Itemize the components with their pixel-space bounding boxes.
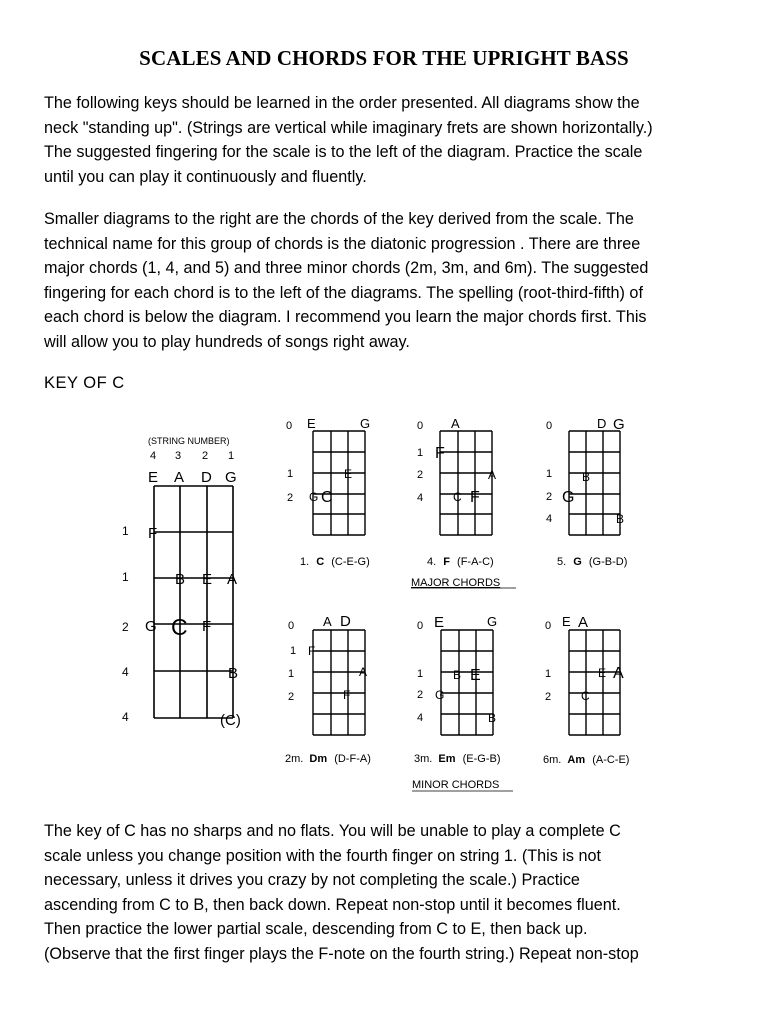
note-marker: A [227, 571, 238, 588]
finger-number: 0 [288, 620, 295, 632]
scale-diagram [122, 436, 241, 729]
finger-number: 1 [417, 447, 424, 459]
text-line: (Observe that the first finger plays the F-note on the fourth string.) Repeat non-stop [44, 944, 639, 963]
finger-number: 4 [546, 513, 553, 525]
chord-grid [313, 431, 365, 535]
text-line: Smaller diagrams to the right are the chords of the key derived from the scale. The [44, 210, 634, 228]
text-line: The suggested fingering for the scale is to the left of the diagram. Practice the scale [44, 143, 643, 162]
finger-number: 0 [545, 620, 552, 632]
top-note: E [562, 614, 571, 629]
text-line: will allow you to play hundreds of songs right away. [44, 332, 410, 351]
text-line: ascending from C to B, then back down. Repeat non-stop until it becomes fluent. [44, 895, 621, 914]
text-line: major chords (1, 4, and 5) and three minor chords (2m, 3m, and 6m). The suggested [44, 259, 649, 278]
note-marker: F [202, 618, 212, 635]
finger-number: 2 [545, 691, 552, 703]
string-number: 4 [150, 450, 157, 462]
finger-number: 2 [417, 689, 424, 701]
major-chords-label: MAJOR CHORDS [411, 577, 501, 589]
note-marker: B [616, 512, 625, 526]
chord-spelling: (E-G-B) [462, 753, 501, 765]
root-note-marker: C [321, 489, 333, 506]
chord-grid [441, 630, 493, 735]
chord-diagram-g [546, 416, 627, 568]
chord-name: F [443, 556, 450, 568]
finger-number: 2 [546, 491, 553, 503]
finger-number: 4 [417, 492, 424, 504]
note-marker: C [581, 689, 590, 703]
finger-number: 2 [287, 492, 294, 504]
finger-number: 0 [286, 420, 293, 432]
note-marker: G [309, 490, 319, 504]
top-note: D [340, 613, 351, 630]
note-marker: F [148, 525, 158, 542]
chord-caption [557, 556, 627, 568]
chord-caption [427, 556, 494, 568]
chords-paragraph [44, 207, 734, 355]
chord-diagram-c [286, 416, 370, 568]
note-marker: G [435, 688, 445, 702]
root-note-marker: F [470, 489, 480, 506]
root-note-marker: E [470, 667, 481, 684]
chord-spelling: (C-E-G) [331, 556, 370, 568]
open-string-note: A [174, 469, 185, 486]
note-marker: F [308, 644, 316, 658]
note-marker: B [582, 470, 591, 484]
top-note: E [307, 416, 316, 431]
top-note: A [578, 614, 589, 631]
finger-number: 1 [546, 468, 553, 480]
open-string-note: E [148, 469, 159, 486]
root-note-marker: C [171, 614, 188, 640]
chord-name: G [573, 556, 582, 568]
page-title: SCALES AND CHORDS FOR THE UPRIGHT BASS [139, 46, 629, 70]
key-of-c-paragraph [44, 819, 734, 967]
finger-number: 4 [417, 712, 424, 724]
chord-number: 6m. [543, 754, 562, 766]
chord-caption [543, 754, 629, 766]
text-line: each chord is below the diagram. I recommend you learn the major chords first. This [44, 308, 647, 327]
chord-grid [569, 630, 620, 735]
text-line: fingering for each chord is to the left of the diagrams. The spelling (root-third-fifth) of [44, 283, 643, 302]
finger-number: 1 [287, 468, 294, 480]
chord-caption [285, 753, 371, 765]
finger-number: 2 [417, 469, 424, 481]
key-heading: KEY OF C [44, 374, 125, 392]
chord-diagram-dm [285, 613, 371, 765]
chord-name: C [316, 556, 325, 568]
chord-spelling: (A-C-E) [592, 754, 630, 766]
note-marker: E [202, 571, 213, 588]
note-marker: C [453, 490, 462, 504]
key-of-c-figure [0, 400, 768, 810]
chord-number: 5. [557, 556, 567, 568]
text-line: Then practice the lower partial scale, descending from C to E, then back up. [44, 920, 588, 939]
top-note: G [360, 416, 371, 431]
string-number: 2 [202, 450, 209, 462]
note-marker: B [453, 668, 462, 682]
note-marker: A [359, 665, 368, 679]
note-marker: B [228, 665, 239, 682]
top-note: G [487, 614, 498, 629]
scale-fretboard-grid [154, 486, 233, 718]
chord-number: 2m. [285, 753, 304, 765]
chord-diagram-em [414, 614, 500, 765]
text-line: necessary, unless it drives you crazy by not completing the scale.) Practice [44, 871, 580, 890]
chord-number: 1. [300, 556, 310, 568]
note-marker: F [435, 445, 445, 462]
finger-number: 1 [290, 645, 297, 657]
top-note: E [434, 614, 445, 631]
open-string-note: G [225, 469, 237, 486]
note-marker: E [344, 467, 353, 481]
chord-name: Dm [309, 753, 328, 765]
chord-diagram-am [543, 614, 629, 766]
chord-spelling: (F-A-C) [457, 556, 494, 568]
chord-caption [414, 753, 500, 765]
note-marker: B [488, 711, 497, 725]
finger-number: 1 [122, 524, 129, 538]
text-line: technical name for this group of chords is the diatonic progression . There are three [44, 234, 641, 253]
note-marker: B [175, 571, 186, 588]
root-note-marker: G [562, 489, 575, 506]
string-number-label: (STRING NUMBER) [148, 436, 230, 446]
root-note-marker: A [613, 665, 624, 682]
intro-paragraph [44, 91, 734, 189]
text-line: neck "standing up". (Strings are vertical while imaginary frets are shown horizontally.) [44, 118, 653, 137]
top-note: G [613, 416, 625, 433]
finger-number: 1 [417, 668, 424, 680]
text-line: The following keys should be learned in the order presented. All diagrams show the [44, 94, 640, 112]
finger-number: 0 [417, 420, 424, 432]
note-marker: E [598, 666, 607, 680]
chord-spelling: (D-F-A) [334, 753, 371, 765]
upper-c-label: (C) [220, 712, 241, 729]
note-marker: A [488, 468, 497, 482]
chord-grid [569, 431, 620, 535]
top-note: D [597, 416, 607, 431]
chord-spelling: (G-B-D) [588, 556, 628, 568]
finger-number: 0 [417, 620, 424, 632]
string-number: 1 [228, 450, 235, 462]
finger-number: 2 [288, 691, 295, 703]
chord-caption [300, 556, 370, 568]
chord-diagram-f [417, 416, 496, 568]
chord-grid [440, 431, 492, 535]
finger-number: 2 [122, 620, 129, 634]
top-note: A [323, 614, 332, 629]
text-line: scale unless you change position with the fourth finger on string 1. (This is not [44, 846, 601, 865]
minor-chords-label: MINOR CHORDS [412, 779, 500, 791]
text-line: until you can play it continuously and fluently. [44, 167, 367, 186]
string-number: 3 [175, 450, 182, 462]
finger-number: 1 [545, 668, 552, 680]
note-marker: G [145, 618, 157, 635]
finger-number: 1 [288, 668, 295, 680]
chord-number: 4. [427, 556, 437, 568]
chord-name: Em [438, 753, 456, 765]
note-marker: F [343, 688, 351, 702]
chord-number: 3m. [414, 753, 433, 765]
finger-number: 0 [546, 420, 553, 432]
chord-grid [313, 630, 368, 735]
finger-number: 4 [122, 710, 129, 724]
text-line: The key of C has no sharps and no flats. You will be unable to play a complete C [44, 822, 621, 840]
scale-notes [145, 525, 238, 682]
finger-number: 4 [122, 665, 129, 679]
chord-name: Am [567, 754, 586, 766]
finger-number: 1 [122, 570, 129, 584]
open-string-note: D [201, 469, 212, 486]
top-note: A [451, 416, 460, 431]
